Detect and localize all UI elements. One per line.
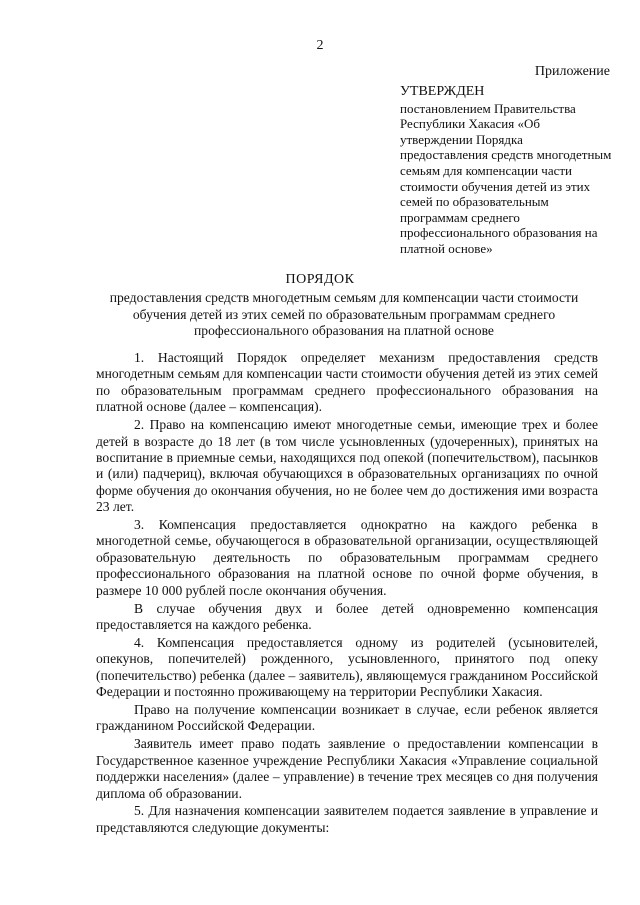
paragraph: 4. Компенсация предоставляется одному из родителей (усыновителей, опекунов, попечителей) рожденного, усыновленного, принятого под опеку (попечительство) ребенка (далее – заявитель), являющемуся гражданином Российской Федерации и постоянно проживающему на территории Республики Хакасия. — [96, 634, 598, 700]
approval-title: УТВЕРЖДЕН — [400, 84, 485, 99]
paragraph: 3. Компенсация предоставляется однократно на каждого ребенка в многодетной семье, обучающегося в образовательной организации, осуществляющей образовательную деятельность по образовательным программам среднего профессионального образования на платной основе по очной форме обучения, в размере 10 000 рублей после окончания обучения. — [96, 517, 598, 598]
document-title: ПОРЯДОК — [285, 272, 355, 287]
appendix-label: Приложение — [534, 64, 610, 79]
approval-block — [400, 84, 612, 257]
paragraph: 5. Для назначения компенсации заявителем подается заявление в управление и представляются следующие документы: — [96, 803, 598, 835]
paragraph: 1. Настоящий Порядок определяет механизм предоставления средств многодетным семьям для компенсации части стоимости обучения детей из этих семей по образовательным программам среднего профессионального образования на платной основе (далее – компенсация). — [96, 350, 598, 415]
approval-text: постановлением Правительства Республики Хакасия «Об утверждении Порядка предоставления средств многодетным семьям для компенсации части стоимости обучения детей из этих семей по образовательным программам среднего профессионального образования на платной основе» — [400, 100, 612, 256]
document-subtitle: предоставления средств многодетным семьям для компенсации части стоимости обучения детей из этих семей по образовательным программам среднего профессионального образования на платной основе — [109, 290, 579, 339]
paragraph: 2. Право на компенсацию имеют многодетные семьи, имеющие трех и более детей в возрасте до 18 лет (в том числе усыновленных (удочеренных), принятых на воспитание в приемные семьи, находящихся под опекой (попечительством), пасынков и (или) падчериц), включая обучающихся в образовательных организациях по очной форме обучения до окончания обучения, но не более чем до достижения ими возраста 23 лет. — [96, 417, 598, 515]
paragraph: В случае обучения двух и более детей одновременно компенсация предоставляется на каждого ребенка. — [96, 600, 598, 632]
paragraph: Право на получение компенсации возникает в случае, если ребенок является гражданином Российской Федерации. — [96, 702, 598, 734]
page-number: 2 — [316, 38, 324, 53]
document-body — [96, 350, 598, 838]
paragraph: Заявитель имеет право подать заявление о предоставлении компенсации в Государственное казенное учреждение Республики Хакасия «Управление социальной поддержки населения» (далее – управление) в течение трех месяцев со дня получения диплома об образовании. — [96, 736, 598, 801]
